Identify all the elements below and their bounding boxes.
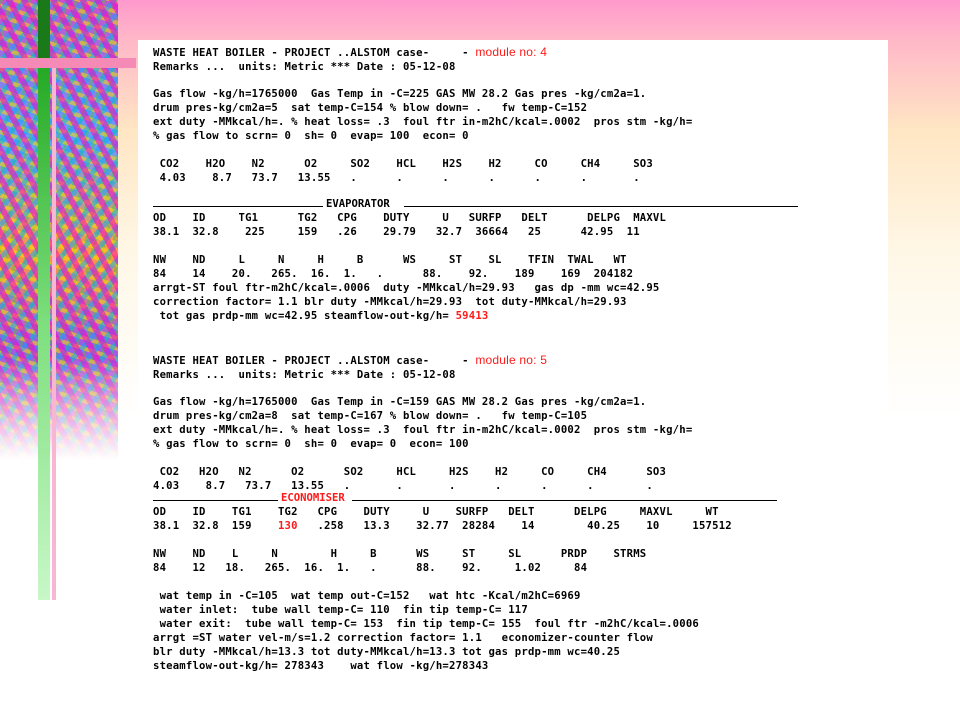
- module5-header1-b: CPG DUTY U SURFP DELT DELPG MAXVL WT: [317, 506, 719, 518]
- module5-title-line: [153, 354, 883, 366]
- module4-line5: arrgt-ST foul ftr-m2hC/kcal=.0006 duty -MMkcal/h=29.93 gas dp -mm wc=42.95: [153, 282, 660, 294]
- module5-section-rule-left: [153, 500, 278, 501]
- report-document: [138, 40, 888, 688]
- module4-line7: [153, 310, 883, 322]
- module5-section-name: ECONOMISER: [281, 492, 345, 504]
- module4-table-values2: 84 14 20. 265. 16. 1. . 88. 92. 189 169 204182: [153, 268, 634, 280]
- module4-line2: drum pres-kg/cm2a=5 sat temp-C=154 % blow down= . fw temp-C=152: [153, 102, 588, 114]
- module4-composition-values: 4.03 8.7 73.7 13.55 . . . . . . .: [153, 172, 640, 184]
- module4-line3: ext duty -MMkcal/h=. % heat loss= .3 foul ftr in-m2hC/kcal=.0002 pros stm -kg/h=: [153, 116, 693, 128]
- module5-line5: wat temp in -C=105 wat temp out-C=152 wat htc -Kcal/m2hC=6969: [153, 590, 581, 602]
- module4-remarks: Remarks ... units: Metric *** Date : 05-12-08: [153, 61, 456, 73]
- module4-line4: % gas flow to scrn= 0 sh= 0 evap= 100 econ= 0: [153, 130, 469, 142]
- decorative-bar-dark: [38, 0, 50, 60]
- module4-line7-text: tot gas prdp-mm wc=42.95 steamflow-out-kg/h=: [153, 310, 450, 322]
- module5-line7: water exit: tube wall temp-C= 153 fin tip temp-C= 155 foul ftr -m2hC/kcal=.0006: [153, 618, 699, 630]
- module5-values1-a: 38.1 32.8 159: [153, 520, 278, 532]
- module5-table-header1: [153, 506, 883, 518]
- module5-table-header2: NW ND L N H B WS ST SL PRDP STRMS: [153, 548, 647, 560]
- module4-title-line: [153, 46, 883, 58]
- module4-composition-header: CO2 H2O N2 O2 SO2 HCL H2S H2 CO CH4 SO3: [153, 158, 653, 170]
- module4-section-name: EVAPORATOR: [326, 198, 390, 210]
- module4-title: WASTE HEAT BOILER - PROJECT ..ALSTOM case- -: [153, 47, 469, 59]
- module4-table-values1: 38.1 32.8 225 159 .26 29.79 32.7 36664 25 42.95 11: [153, 226, 640, 238]
- module5-line8: arrgt =ST water vel-m/s=1.2 correction factor= 1.1 economizer-counter flow: [153, 632, 653, 644]
- module4-line6: correction factor= 1.1 blr duty -MMkcal/h=29.93 tot duty-MMkcal/h=29.93: [153, 296, 627, 308]
- module5-section-rule-right: [352, 500, 777, 501]
- module5-line3: ext duty -MMkcal/h=. % heat loss= .3 foul ftr in-m2hC/kcal=.0002 pros stm -kg/h=: [153, 424, 693, 436]
- module5-composition-values: 4.03 8.7 73.7 13.55 . . . . . . .: [153, 480, 653, 492]
- decorative-bar-horizontal: [0, 58, 136, 68]
- module5-line6: water inlet: tube wall temp-C= 110 fin tip temp-C= 117: [153, 604, 528, 616]
- module4-section-rule-right: [404, 206, 798, 207]
- module5-header1-a: OD ID TG1 TG2: [153, 506, 318, 518]
- module5-values1-b: .258 13.3 32.77 28284 14 40.25 10 157512: [297, 520, 732, 532]
- module4-section-rule-left: [153, 206, 323, 207]
- module5-line9: blr duty -MMkcal/h=13.3 tot duty-MMkcal/h=13.3 tot gas prdp-mm wc=40.25: [153, 646, 621, 658]
- decorative-bar-pink-vertical: [52, 60, 56, 600]
- decorative-pattern-panel: [0, 0, 118, 460]
- decorative-bar-green: [38, 60, 50, 600]
- module5-line1: Gas flow -kg/h=1765000 Gas Temp in -C=159 GAS MW 28.2 Gas pres -kg/cm2a=1.: [153, 396, 647, 408]
- module5-line10: steamflow-out-kg/h= 278343 wat flow -kg/h=278343: [153, 660, 489, 672]
- module4-label: module no: 4: [475, 45, 548, 59]
- module4-steamflow-value: 59413: [455, 310, 489, 322]
- module5-label: module no: 5: [475, 353, 548, 367]
- module5-remarks: Remarks ... units: Metric *** Date : 05-12-08: [153, 369, 456, 381]
- module5-title: WASTE HEAT BOILER - PROJECT ..ALSTOM case- -: [153, 355, 469, 367]
- module5-composition-header: CO2 H2O N2 O2 SO2 HCL H2S H2 CO CH4 SO3: [153, 466, 667, 478]
- module4-line1: Gas flow -kg/h=1765000 Gas Temp in -C=225 GAS MW 28.2 Gas pres -kg/cm2a=1.: [153, 88, 647, 100]
- module5-table-values2: 84 12 18. 265. 16. 1. . 88. 92. 1.02 84: [153, 562, 588, 574]
- module5-table-values1: [153, 520, 883, 532]
- module5-tg2-value: 130: [277, 520, 298, 532]
- module5-line2: drum pres-kg/cm2a=8 sat temp-C=167 % blow down= . fw temp-C=105: [153, 410, 588, 422]
- module5-line4: % gas flow to scrn= 0 sh= 0 evap= 0 econ= 100: [153, 438, 469, 450]
- module4-table-header2: NW ND L N H B WS ST SL TFIN TWAL WT: [153, 254, 627, 266]
- module4-table-header1: OD ID TG1 TG2 CPG DUTY U SURFP DELT DELPG MAXVL: [153, 212, 667, 224]
